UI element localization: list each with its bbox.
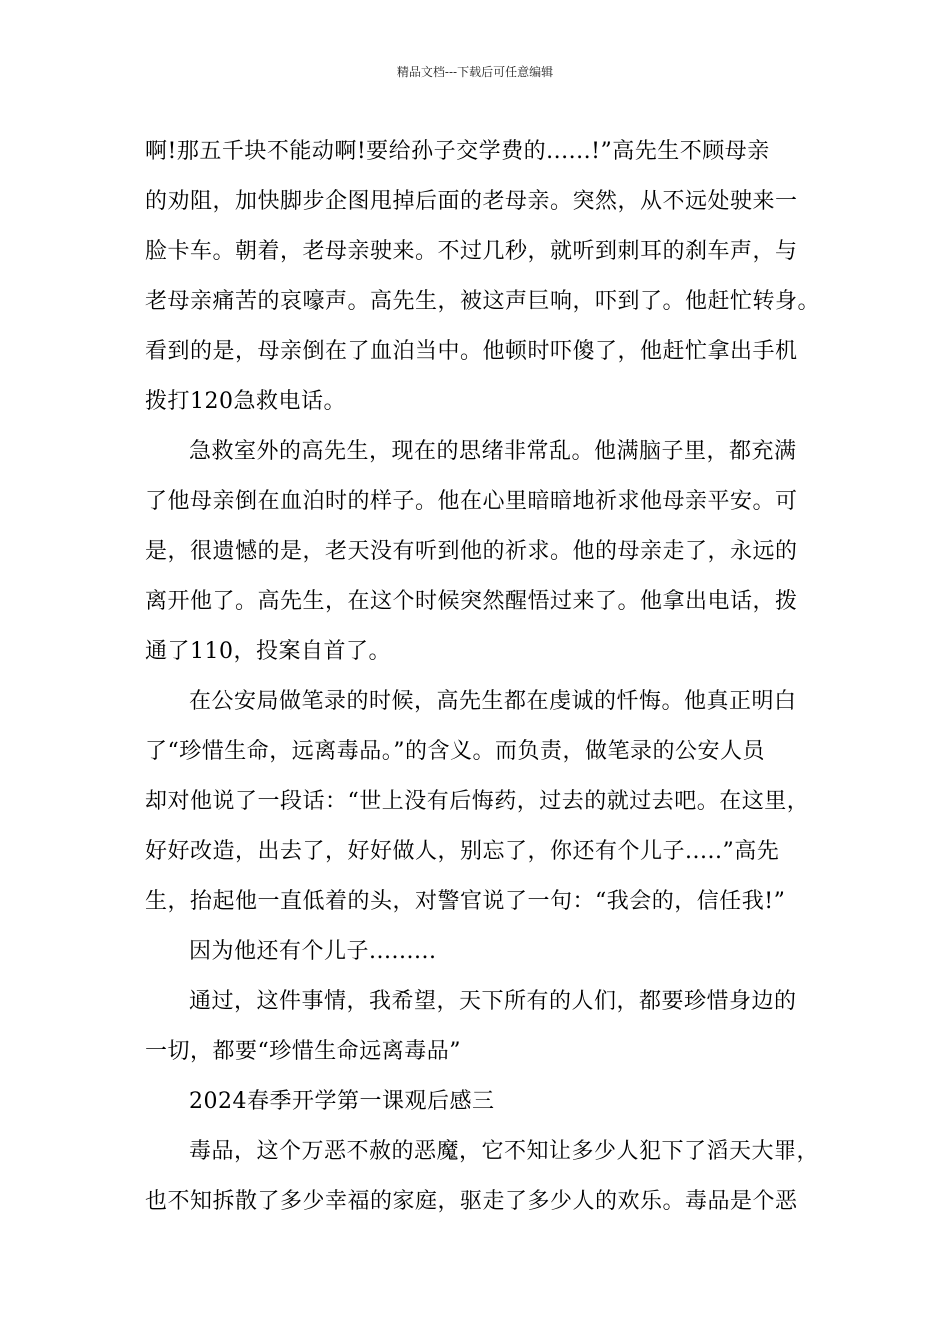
paragraph-2: 急救室外的高先生，现在的思绪非常乱。他满脑子里，都充满 了他母亲倒在血泊时的样子。他在心里暗暗地祈求他母亲平安。可 是，很遗憾的是，老天没有听到他的祈求。他的母亲走了，永远的 离开他了。高先生，在这个时候突然醒悟过来了。他拿出电话，拨 通了110，投案自首了。 (145, 439, 798, 664)
paragraph-5: 通过，这件事情，我希望，天下所有的人们，都要珍惜身边的 一切，都要“珍惜生命远离毒品” (145, 989, 797, 1064)
paragraph-4: 因为他还有个儿子......... (189, 939, 437, 964)
paragraph-1: 啊!那五千块不能动啊!要给孙子交学费的......!”高先生不顾母亲 的劝阻，加快脚步企图甩掉后面的老母亲。突然，从不远处驶来一 脸卡车。朝着，老母亲驶来。不过几秒，就听到刺耳的刹车声，与 老母亲痛苦的哀嚎声。高先生，被这声巨响，吓到了。他赶忙转身。 看到的是，母亲倒在了血泊当中。他顿时吓傻了，他赶忙拿出手机 拨打120急救电话。 (145, 139, 821, 414)
page-header: 精品文档---下载后可任意编辑 (396, 65, 554, 79)
paragraph-3: 在公安局做笔录的时候，高先生都在虔诚的忏悔。他真正明白 了“珍惜生命，远离毒品。”的含义。而负责，做笔录的公安人员 却对他说了一段话：“世上没有后悔药，过去的就过去吧。在这里， 好好改造，出去了，好好做人，别忘了，你还有个儿子.....”高先 生，抬起他一直低着的头，对警官说了一句：“我会的，信任我!” (145, 689, 810, 914)
paragraph-6: 毒品，这个万恶不赦的恶魔，它不知让多少人犯下了滔天大罪， 也不知拆散了多少幸福的家庭，驱走了多少人的欢乐。毒品是个恶 (145, 1139, 820, 1214)
document-body (145, 127, 835, 1227)
section-heading: 2024春季开学第一课观后感三 (189, 1089, 495, 1114)
